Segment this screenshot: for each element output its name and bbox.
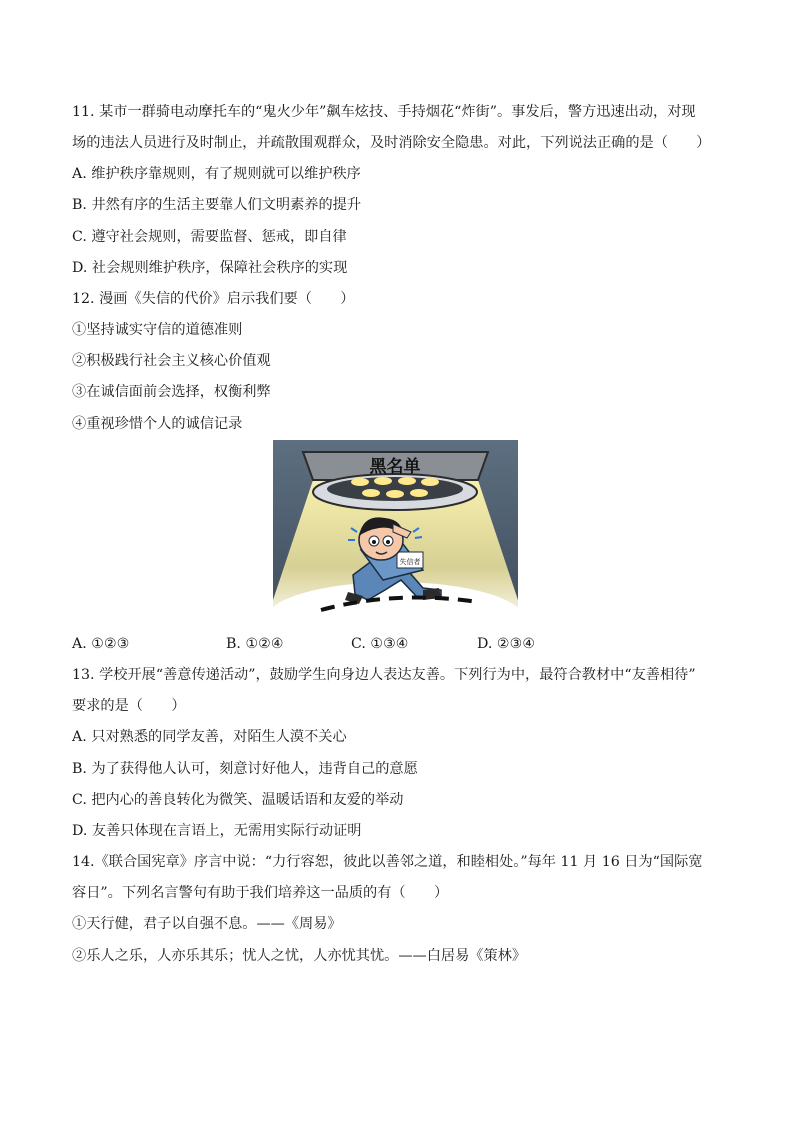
- q13-option-b: B. 为了获得他人认可，刻意讨好他人，违背自己的意愿: [72, 761, 418, 777]
- q11-stem-line2: 场的违法人员进行及时制止，并疏散围观群众，及时消除安全隐患。对此，下列说法正确的是（ ）: [72, 135, 711, 151]
- q11-option-b: B. 井然有序的生活主要靠人们文明素养的提升: [72, 197, 362, 213]
- dishonest-badge-text: 失信者: [399, 558, 421, 566]
- q12-item-2: ②积极践行社会主义核心价值观: [72, 353, 271, 369]
- q13-option-d: D. 友善只体现在言语上，无需用实际行动证明: [72, 823, 362, 839]
- q14-stem-line2: 容日”。下列名言警句有助于我们培养这一品质的有（ ）: [72, 885, 449, 901]
- q12-item-4: ④重视珍惜个人的诚信记录: [72, 416, 243, 432]
- q12-option-b: B. ①②④: [226, 636, 284, 652]
- q12-option-a: A. ①②③: [72, 636, 130, 652]
- q12-options: [72, 634, 722, 654]
- q12-item-1: ①坚持诚实守信的道德准则: [72, 322, 243, 338]
- q13-stem-line2: 要求的是（ ）: [72, 698, 186, 714]
- q11-stem-line1: 11. 某市一群骑电动摩托车的“鬼火少年”飙车炫技、手持烟花“炸街”。事发后，警方迅速出动，对现: [72, 104, 696, 120]
- q11-option-c: C. 遵守社会规则，需要监督、惩戒，即自律: [72, 229, 347, 245]
- q13-stem-line1: 13. 学校开展“善意传递活动”，鼓励学生向身边人表达友善。下列行为中，最符合教材中“友善相待”: [72, 667, 696, 683]
- q12-item-3: ③在诚信面前会选择，权衡利弊: [72, 384, 271, 400]
- q13-option-c: C. 把内心的善良转化为微笑、温暖话语和友爱的举动: [72, 792, 404, 808]
- q14-item-2: ②乐人之乐，人亦乐其乐；忧人之忧，人亦忧其忧。——白居易《策林》: [72, 948, 527, 964]
- q11-option-a: A. 维护秩序靠规则，有了规则就可以维护秩序: [72, 166, 361, 182]
- q14-stem-line1: 14.《联合国宪章》序言中说：“力行容恕，彼此以善邻之道，和睦相处。”每年 11 月 16 日为“国际宽: [72, 854, 703, 870]
- q14-item-1: ①天行健，君子以自强不息。——《周易》: [72, 916, 342, 932]
- q12-option-d: D. ②③④: [477, 636, 536, 652]
- q12-option-c: C. ①③④: [351, 636, 409, 652]
- q11-option-d: D. 社会规则维护秩序，保障社会秩序的实现: [72, 260, 348, 276]
- blacklist-sign-text: 黑名单: [369, 457, 421, 477]
- q13-option-a: A. 只对熟悉的同学友善，对陌生人漠不关心: [72, 729, 347, 745]
- q12-stem: 12. 漫画《失信的代价》启示我们要（ ）: [72, 291, 355, 307]
- blacklist-comic: [273, 440, 518, 625]
